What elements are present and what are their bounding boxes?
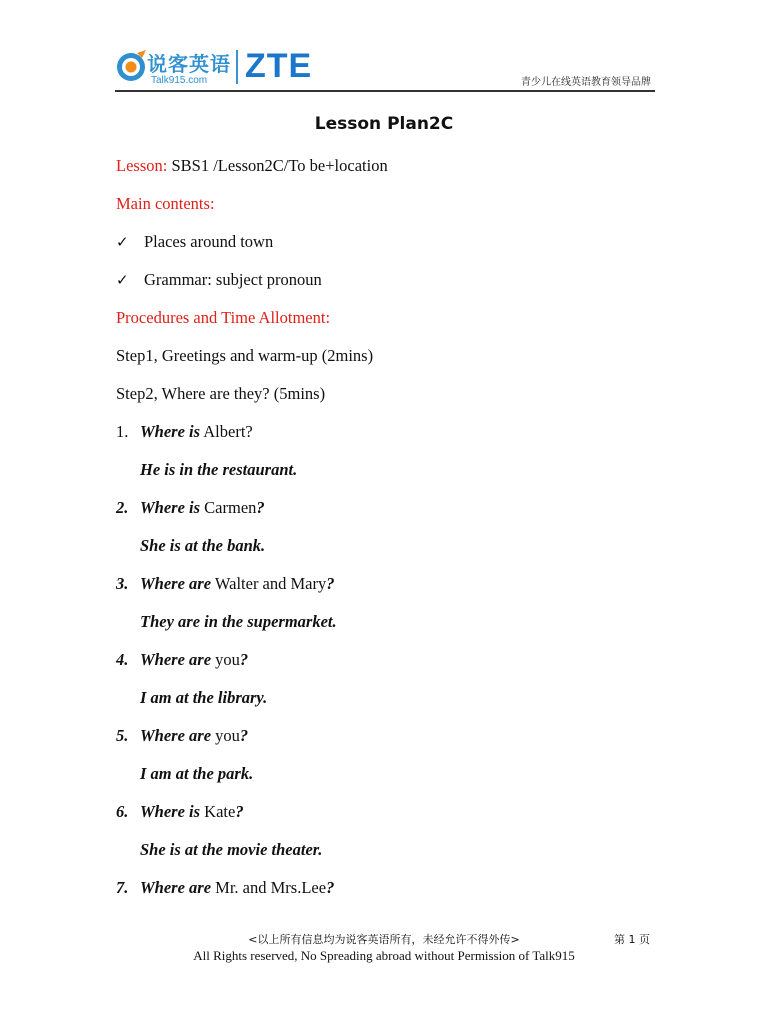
question-subject: Albert [200, 422, 246, 441]
question-subject: Kate [200, 802, 236, 821]
procedure-step: Step1, Greetings and warm-up (2mins) [116, 346, 374, 365]
question-subject: Mr. and Mrs.Lee [211, 878, 327, 897]
question-number: 1. [116, 422, 129, 441]
question-keyword: Where are [140, 878, 212, 897]
answer-text: He is in the restaurant. [140, 460, 298, 479]
page-title: Lesson Plan2C [314, 114, 454, 134]
question-mark: ? [245, 422, 253, 441]
question-number: 3. [116, 574, 129, 593]
main-contents-item [116, 269, 322, 291]
question-number: 2. [116, 498, 129, 517]
page-number: 第 1 页 [614, 933, 650, 946]
header-divider [115, 90, 655, 92]
lesson-line [116, 155, 388, 177]
question-number: 5. [116, 726, 129, 745]
question-mark: ? [239, 650, 249, 669]
question-keyword: Where are [140, 726, 212, 745]
lesson-value: SBS1 /Lesson2C/To be+location [167, 156, 388, 175]
question-mark: ? [235, 802, 244, 821]
question-item [116, 725, 248, 747]
question-number: 6. [116, 802, 129, 821]
question-number: 7. [116, 878, 129, 897]
answer-text: They are in the supermarket. [140, 612, 337, 631]
procedure-step: Step2, Where are they? (5mins) [116, 384, 326, 403]
main-contents-item [116, 231, 273, 253]
talk915-logo-icon [115, 50, 149, 84]
question-mark: ? [326, 574, 335, 593]
header-slogan: 青少儿在线英语教育领导品牌 [521, 77, 651, 88]
question-keyword: Where are [140, 574, 212, 593]
question-mark: ? [256, 498, 265, 517]
question-subject: you [211, 726, 240, 745]
question-subject: Walter and Mary [211, 574, 327, 593]
main-contents-heading: Main contents: [116, 194, 215, 213]
main-contents-item-text: Grammar: subject pronoun [144, 270, 322, 289]
question-item [116, 877, 334, 899]
logo-divider [236, 50, 238, 84]
answer-text: I am at the park. [140, 764, 254, 783]
logo-domain-text: Talk915.com [151, 75, 208, 86]
procedures-heading: Procedures and Time Allotment: [116, 308, 331, 327]
checkmark-icon: ✓ [116, 271, 129, 289]
question-keyword: Where is [140, 498, 201, 517]
question-keyword: Where is [140, 422, 201, 441]
lesson-label: Lesson: [116, 156, 168, 175]
answer-text: I am at the library. [140, 688, 268, 707]
footer-rights: All Rights reserved, No Spreading abroad without Permission of Talk915 [193, 948, 575, 963]
checkmark-icon: ✓ [116, 233, 129, 251]
page-header [115, 44, 655, 90]
question-item [116, 801, 244, 823]
question-item [116, 573, 335, 595]
main-contents-item-text: Places around town [144, 232, 274, 251]
question-mark: ? [239, 726, 249, 745]
question-keyword: Where is [140, 802, 201, 821]
answer-text: She is at the bank. [140, 536, 266, 555]
question-item [116, 497, 265, 519]
question-mark: ? [326, 878, 335, 897]
footer-notice: <以上所有信息均为说客英语所有，未经允许不得外传> [248, 933, 520, 946]
question-keyword: Where are [140, 650, 212, 669]
zte-logo: ZTE [245, 47, 313, 85]
question-subject: you [211, 650, 240, 669]
logo-chinese-text: 说客英语 [147, 52, 231, 76]
answer-text: She is at the movie theater. [140, 840, 323, 859]
question-subject: Carmen [200, 498, 257, 517]
question-item [116, 421, 253, 443]
question-item [116, 649, 248, 671]
question-number: 4. [116, 650, 129, 669]
